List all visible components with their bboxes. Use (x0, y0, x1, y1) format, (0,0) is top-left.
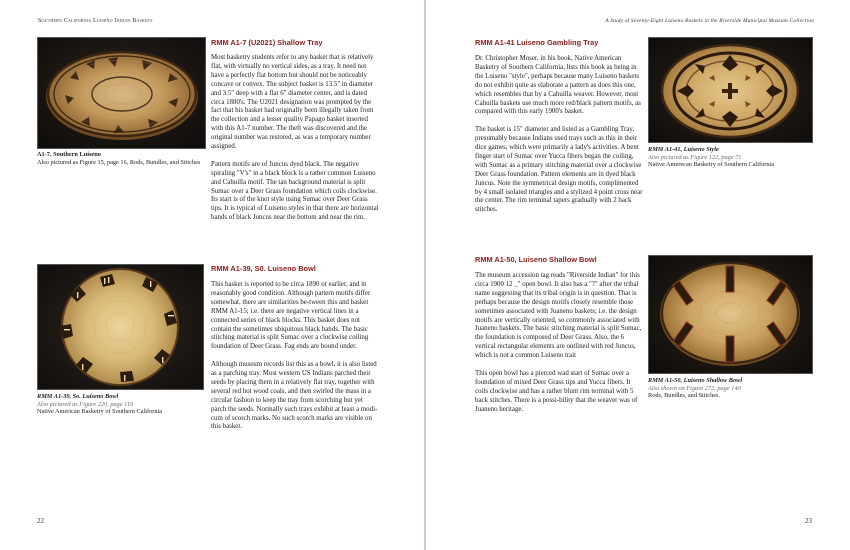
section-heading: RMM A1-39, S0. Luiseno Bowl (211, 264, 316, 273)
section-body (475, 55, 643, 215)
paragraph: Although museum records list this as a bowl, it is also listed as a parching tray. Most western US Indians parched their seeds by placing them in a relatively flat tray, together with several red hot wood coals, and then swirled the mass in a circular fashion to keep the tray from scorching but yet parch the seeds. Normally such trays exhibit at least a modi-cum of scorch marks. No such scorch marks are visible on this basket. (211, 361, 378, 431)
caption-note: Also pictured as Figure 15, page 16, Rods, Bundles, and Stitches (37, 158, 201, 166)
right-page (426, 0, 850, 550)
paragraph: Pattern motifs are of Juncus dyed black. The negative spiraling "V's" in a black block is a rather common Luiseno and Cahuilla motif. The tan background material is split Sumac over a Deer Grass foundation which coils clockwise. Its start is of the knot style using Sumac over Deer Grass tips. It is typical of Luiseno styles in that there are horizontal bands of black Juncus near the bottom and near the rim. (211, 160, 379, 222)
caption-source: Rods, Bundles, and Stitches. (648, 392, 721, 400)
paragraph: This open bowl has a pierced wad start of Sumac over a foundation of mixed Deer Grass tips and Yucca fibers. It coils clockwise and has a rather blunt rim terminal with 5 back stitches. There is a possi-bility that the weaver was of Juaneno heritage. (475, 369, 638, 413)
running-head: A Study of Seventy-Eight Luiseno Baskets in the Riverside Municipal Museum Collection (605, 18, 814, 24)
caption-source: Native Amerecan Basketry of Southern California (648, 161, 775, 169)
basket-illustration (649, 256, 812, 373)
paragraph: Most basketry students refer to any basket that is relatively flat, with virtually no vertical sides, as a tray. It need not have a perfectly flat bottom but should not be noticeably concave or convex. The subject basket is 13.5" in diameter and 3.5" deep with a flat 6" diameter center, and is dated circa 1880's. The U2021 designation was prompted by the fact that his basket had originally been illegally taken from the collection and a lesser quality Papago basket inserted with this A1-7 number. The theft was discovered and the original number was restored, as was a temporary number assigned. (211, 54, 374, 151)
photo-caption-a1-50 (648, 377, 828, 400)
running-head: Southern California Luiseño Indian Baskets (38, 18, 153, 24)
section-body (211, 281, 379, 432)
basket-illustration (38, 38, 205, 148)
photo-caption-a1-41 (648, 146, 828, 169)
basket-photo-a1-39 (37, 264, 204, 390)
caption-note: Also pictured as Figure 122, page 71 (648, 153, 742, 161)
caption-title: A1-7, Southern Luiseno (37, 151, 101, 158)
basket-photo-a1-50 (648, 255, 813, 374)
section-heading: RMM A1-7 (U2021) Shallow Tray (211, 38, 323, 47)
section-body (211, 54, 379, 223)
caption-note: Also shown on Figure 272, page 140 (648, 384, 741, 392)
left-page (0, 0, 424, 550)
photo-caption-a1-7 (37, 151, 212, 166)
section-heading: RMM A1-50, Luiseno Shallow Bowl (475, 255, 597, 264)
photo-caption-a1-39 (37, 393, 217, 416)
page-number: 23 (805, 517, 812, 525)
page-number: 22 (37, 517, 44, 525)
basket-photo-a1-41 (648, 37, 813, 143)
caption-source: Native American Basketry of Southern California (37, 408, 163, 416)
caption-note: Also pictured as Figure 220, page 119 (37, 400, 134, 408)
basket-photo-a1-7 (37, 37, 206, 149)
basket-illustration (649, 38, 812, 142)
paragraph: Dr. Christopher Moser, in his book, Native American Basketry of Southern California, lists this book as being in the Luiseno "style", perhaps because many Luiseno baskets do not exhibit quite as elaborate a pattern as does this one, which resembles that by a Cahuilla weaver. However, most Cahuilla baskets use much more red/black pattern motifs, as compared with this early 1900's basket. (475, 55, 641, 116)
section-body (475, 272, 643, 414)
caption-title: RMM A1-50, Luiseno Shallow Bowl (648, 377, 743, 384)
caption-title: RMM A1-39, So. Luiseno Bowl (37, 393, 119, 400)
paragraph: This basket is reported to be circa 1890 or earlier, and in reasonably good condition. Although pattern motifs differ somewhat, there are similarities be-tween this and basket RMM A1-15; i.e. there are negative vertical lines in a connected series of black blocks. This basket does not contain the sometimes ubiquitous black bands. The basic stitching material is split Sumac over a clockwise coiling foundation of Deer Grass. Fag ends are bound under. (211, 281, 371, 351)
caption-title: RMM A1-41, Luiseno Style (648, 146, 719, 153)
basket-illustration (38, 265, 203, 389)
paragraph: The museum accession tag reads "Riverside Indian" for this circa 1900 12 _" open bowl. It also has a "?" after the tribal name suggesting that its tribal origin is in question. That is perhaps because the design motifs closely resemble those sometimes associated with Juaneno baskets; i.e. the design motifs are vertically oriented, so commonly associated with Juaneno baskets. The basic stitching material is split Sumac, the foundation is composed of Deer Grass. Also, the 6 vertical rectangular elements are outlined with red Juncus, which is not a common Luiseno trait (475, 272, 642, 360)
section-heading: RMM A1-41 Luiseno Gambling Tray (475, 38, 599, 47)
paragraph: The basket is 15" diameter and listed as a Gambling Tray, presumably because Indians used trays such as this in their dice games, which were primarily a lady's activities. A bent finger start of Sumac over Yucca fibers began the coiling, with Sumac as a primary stitching material over a clockwise Deer Grass foundation. Pattern elements are in dyed black Juncus. Note the symmetrical design motifs, complimented by 4 small isolated triangles and a stylized 4 point cross near the center. The rim terminal tapers gradually with 2 back stitches. (475, 126, 643, 214)
